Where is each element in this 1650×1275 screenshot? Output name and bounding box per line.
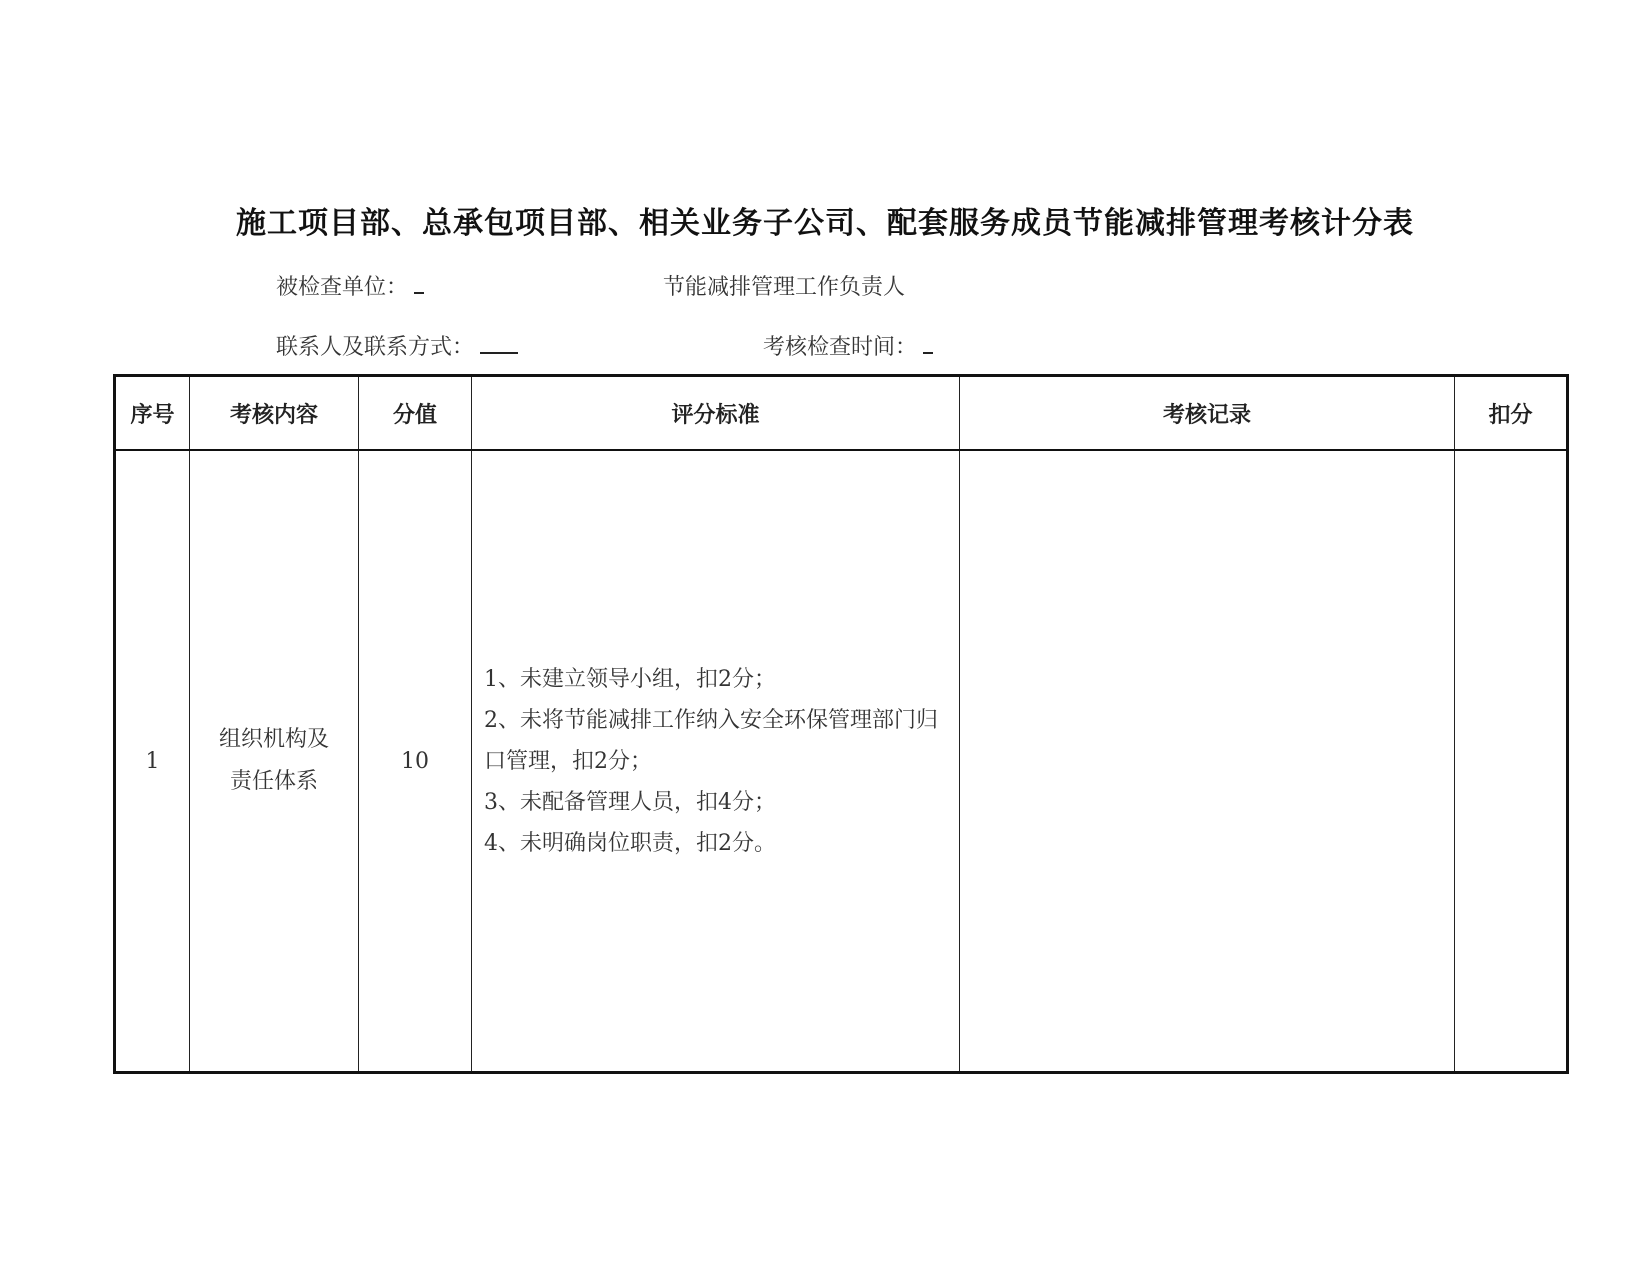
inspection-time-label: 考核检查时间： (763, 335, 918, 360)
header-record: 考核记录 (960, 376, 1455, 451)
criteria-item-1: 1、未建立领导小组，扣2分； (484, 666, 776, 692)
row-record-cell[interactable] (960, 450, 1455, 1073)
header-score: 分值 (359, 376, 472, 451)
page-title: 施工项目部、总承包项目部、相关业务子公司、配套服务成员节能减排管理考核计分表 (236, 206, 1414, 241)
score-table (113, 374, 1569, 1074)
row-content-line1: 组织机构及 (218, 727, 329, 752)
criteria-item-3: 3、未配备管理人员，扣4分； (484, 789, 776, 815)
row-content-cell (190, 450, 359, 1073)
row-content-line2: 责任体系 (229, 769, 318, 794)
contact-blank[interactable] (480, 332, 518, 354)
criteria-item-4: 4、未明确岗位职责，扣2分。 (484, 830, 776, 856)
contact-label: 联系人及联系方式： (276, 335, 475, 360)
inspection-time-blank[interactable] (923, 332, 933, 354)
table-header-row (115, 376, 1568, 451)
header-criteria: 评分标准 (472, 376, 960, 451)
row-score-cell: 10 (359, 450, 472, 1073)
inspected-unit-field (276, 270, 424, 301)
inspection-time-field (763, 330, 933, 361)
criteria-item-2: 2、未将节能减排工作纳入安全环保管理部门归口管理，扣2分； (484, 707, 938, 774)
responsible-person-field (663, 270, 905, 301)
inspected-unit-blank[interactable] (414, 272, 424, 294)
inspected-unit-label: 被检查单位： (276, 275, 409, 300)
header-index: 序号 (115, 376, 190, 451)
responsible-person-label: 节能减排管理工作负责人 (663, 275, 906, 300)
row-criteria-cell (472, 450, 960, 1073)
header-content: 考核内容 (190, 376, 359, 451)
table-row (115, 450, 1568, 1073)
header-deduction: 扣分 (1455, 376, 1568, 451)
row-deduction-cell[interactable] (1455, 450, 1568, 1073)
row-index-cell: 1 (115, 450, 190, 1073)
contact-field (276, 330, 518, 361)
